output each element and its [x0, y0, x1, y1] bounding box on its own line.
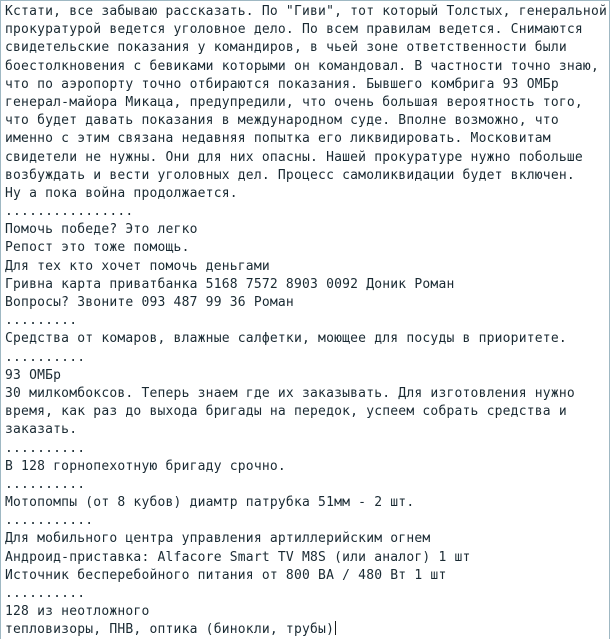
text-line: Для мобильного центра управления артиллерийским огнем — [5, 531, 431, 547]
text-line: Гривна карта приватбанка 5168 7572 8903 0092 Доник Роман — [5, 276, 455, 292]
text-line: Для тех кто хочет помочь деньгами — [5, 258, 270, 274]
text-line: Андроид-приставка: Alfacore Smart TV M8S (или аналог) 1 шт — [5, 549, 471, 565]
text-line: Источник бесперебойного питания от 800 ВА / 480 Вт 1 шт — [5, 567, 447, 583]
text-line: генерал-майора Микаца, предупредили, что очень большая вероятность того, — [5, 94, 583, 110]
text-line: возбуждать и вести уголовных дел. Процесс самоликвидации будет включен. — [5, 167, 575, 183]
text-line: Кстати, все забываю рассказать. По "Гиви", тот который Толстых, генеральной — [5, 4, 607, 19]
text-line: что будет давать показания в международном суде. Вполне возможно, что — [5, 113, 559, 129]
separator-dots: ......... — [5, 313, 78, 329]
text-line: прокуратурой ведется уголовное дело. По всем правилам ведется. Снимаются — [5, 22, 583, 38]
separator-dots: ................ — [5, 204, 134, 220]
text-line: В 128 горнопехотную бригаду срочно. — [5, 458, 286, 474]
text-line: Мотопомпы (от 8 кубов) диамтр патрубка 51мм - 2 шт. — [5, 495, 415, 511]
text-caret — [335, 621, 336, 635]
text-line: свидетельские показания у командиров, в чьей зоне ответственности были — [5, 40, 567, 56]
separator-dots: .......... — [5, 476, 86, 492]
text-line: 93 ОМБр — [5, 367, 62, 383]
text-line: свидетели не нужны. Они для них опасны. Нашей прокуратуре нужно побольше — [5, 149, 583, 165]
text-line: Средства от комаров, влажные салфетки, моющее для посуды в приоритете. — [5, 331, 567, 347]
text-line: Вопросы? Звоните 093 487 99 36 Роман — [5, 295, 294, 310]
text-line: что по аэропорту точно отбираются показания. Бывшего комбрига 93 ОМБр — [5, 76, 559, 92]
text-line-with-caret — [5, 621, 607, 639]
separator-dots: .......... — [5, 586, 86, 601]
text-line: Помочь победе? Это легко — [5, 222, 198, 238]
text-line: Репост это тоже помощь. — [5, 240, 190, 256]
separator-dots: .......... — [5, 349, 86, 365]
text-line: 30 милкомбоксов. Теперь знаем где их заказывать. Для изготовления нужно — [5, 385, 575, 401]
separator-dots: ........... — [5, 513, 94, 529]
text-line: боестолкновения с бевиками которыми он командовал. В частности точно знаю, — [5, 58, 599, 74]
text-line: тепловизоры, ПНВ, оптика (бинокли, трубы) — [5, 622, 335, 638]
text-line: 128 из неотложного — [5, 604, 150, 620]
text-line: заказать. — [5, 422, 78, 438]
text-line: время, как раз до выхода бригады на передок, успеем собрать средства и — [5, 404, 567, 420]
text-line: именно с этим связана недавняя попытка его ликвидировать. Московитам — [5, 131, 551, 147]
separator-dots: .......... — [5, 440, 86, 456]
text-line: Ну а пока война продолжается. — [5, 185, 238, 201]
